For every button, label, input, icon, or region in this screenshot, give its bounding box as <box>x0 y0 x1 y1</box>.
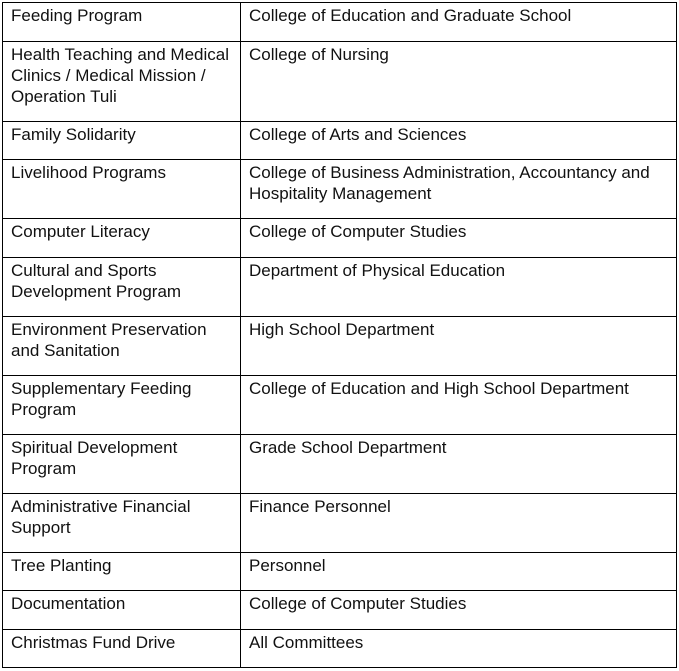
responsible-cell: Personnel <box>241 553 677 591</box>
program-cell: Supplementary Feeding Program <box>3 376 241 435</box>
program-cell: Documentation <box>3 591 241 630</box>
table-row <box>3 553 677 591</box>
program-cell: Computer Literacy <box>3 219 241 258</box>
responsible-cell: Finance Personnel <box>241 494 677 553</box>
program-cell: Christmas Fund Drive <box>3 630 241 668</box>
responsible-cell: High School Department <box>241 317 677 376</box>
program-assignment-table <box>2 2 677 668</box>
table-row <box>3 435 677 494</box>
program-cell: Cultural and Sports Development Program <box>3 258 241 317</box>
table-row <box>3 376 677 435</box>
table-row <box>3 122 677 160</box>
program-cell: Tree Planting <box>3 553 241 591</box>
table-row <box>3 160 677 219</box>
program-cell: Feeding Program <box>3 3 241 42</box>
responsible-cell: College of Business Administration, Accountancy and Hospitality Management <box>241 160 677 219</box>
program-cell: Livelihood Programs <box>3 160 241 219</box>
program-cell: Family Solidarity <box>3 122 241 160</box>
table-row <box>3 494 677 553</box>
program-cell: Administrative Financial Support <box>3 494 241 553</box>
responsible-cell: College of Education and Graduate School <box>241 3 677 42</box>
responsible-cell: College of Arts and Sciences <box>241 122 677 160</box>
responsible-cell: College of Nursing <box>241 42 677 122</box>
responsible-cell: All Committees <box>241 630 677 668</box>
table-row <box>3 258 677 317</box>
responsible-cell: Department of Physical Education <box>241 258 677 317</box>
program-cell: Health Teaching and Medical Clinics / Medical Mission / Operation Tuli <box>3 42 241 122</box>
table-row <box>3 42 677 122</box>
table-row <box>3 630 677 668</box>
table-row <box>3 317 677 376</box>
responsible-cell: Grade School Department <box>241 435 677 494</box>
table-row <box>3 219 677 258</box>
table-row <box>3 591 677 630</box>
program-cell: Spiritual Development Program <box>3 435 241 494</box>
responsible-cell: College of Computer Studies <box>241 591 677 630</box>
table-row <box>3 3 677 42</box>
responsible-cell: College of Education and High School Department <box>241 376 677 435</box>
responsible-cell: College of Computer Studies <box>241 219 677 258</box>
program-cell: Environment Preservation and Sanitation <box>3 317 241 376</box>
